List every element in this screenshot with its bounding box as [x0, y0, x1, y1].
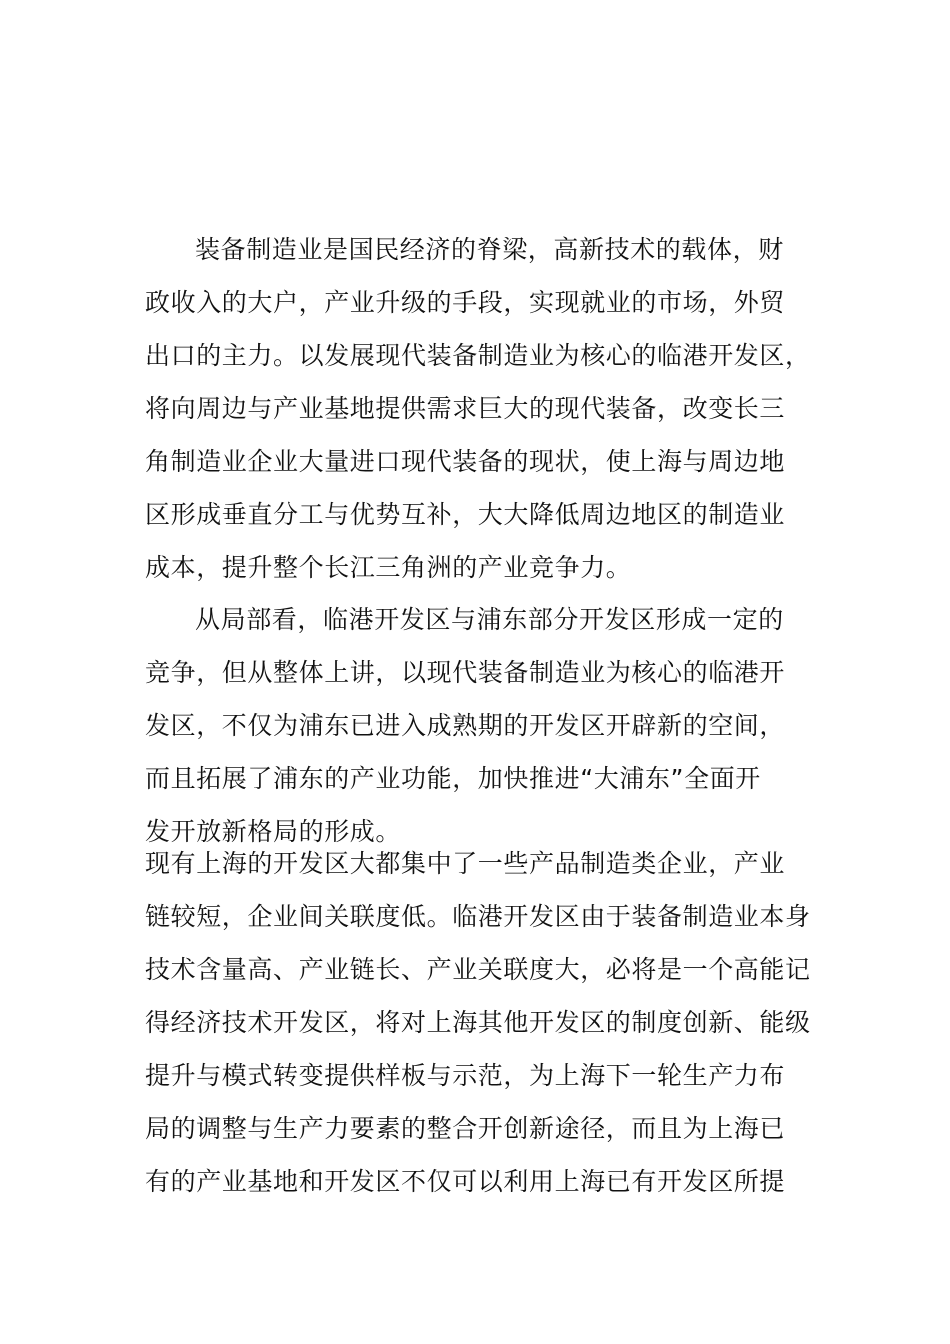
- text-line: 有的产业基地和开发区不仅可以利用上海已有开发区所提: [145, 1167, 786, 1196]
- text-line: 提升与模式转变提供样板与示范，为上海下一轮生产力布: [145, 1061, 786, 1090]
- text-line: 从局部看，临港开发区与浦东部分开发区形成一定的: [195, 605, 784, 634]
- text-line: 角制造业企业大量进口现代装备的现状，使上海与周边地: [145, 447, 786, 476]
- text-line: 政收入的大户，产业升级的手段，实现就业的市场，外贸: [145, 288, 786, 317]
- paragraph-local-view: [145, 593, 810, 858]
- text-line: 发开放新格局的形成。: [145, 817, 402, 846]
- paragraph-equipment-manufacturing: [145, 223, 810, 594]
- text-line: 链较短，企业间关联度低。临港开发区由于装备制造业本身: [145, 902, 811, 931]
- text-line: 装备制造业是国民经济的脊梁，高新技术的载体，财: [195, 235, 784, 264]
- text-line: 将向周边与产业基地提供需求巨大的现代装备，改变长三: [145, 394, 786, 423]
- text-line: 技术含量高、产业链长、产业关联度大，必将是一个高能记: [145, 955, 811, 984]
- text-line: 发区，不仅为浦东已进入成熟期的开发区开辟新的空间，: [145, 711, 786, 740]
- text-line: 区形成垂直分工与优势互补，大大降低周边地区的制造业: [145, 500, 786, 529]
- text-line: 现有上海的开发区大都集中了一些产品制造类企业，产业: [145, 849, 786, 878]
- paragraph-existing-zones: [145, 837, 810, 1208]
- text-line: 成本，提升整个长江三角洲的产业竞争力。: [145, 553, 632, 582]
- text-line: 竞争，但从整体上讲，以现代装备制造业为核心的临港开: [145, 658, 786, 687]
- text-line: 得经济技术开发区，将对上海其他开发区的制度创新、能级: [145, 1008, 811, 1037]
- text-line: 而且拓展了浦东的产业功能，加快推进“大浦东”全面开: [145, 764, 761, 793]
- text-line: 出口的主力。以发展现代装备制造业为核心的临港开发区，: [145, 341, 811, 370]
- text-line: 局的调整与生产力要素的整合开创新途径，而且为上海已: [145, 1114, 786, 1143]
